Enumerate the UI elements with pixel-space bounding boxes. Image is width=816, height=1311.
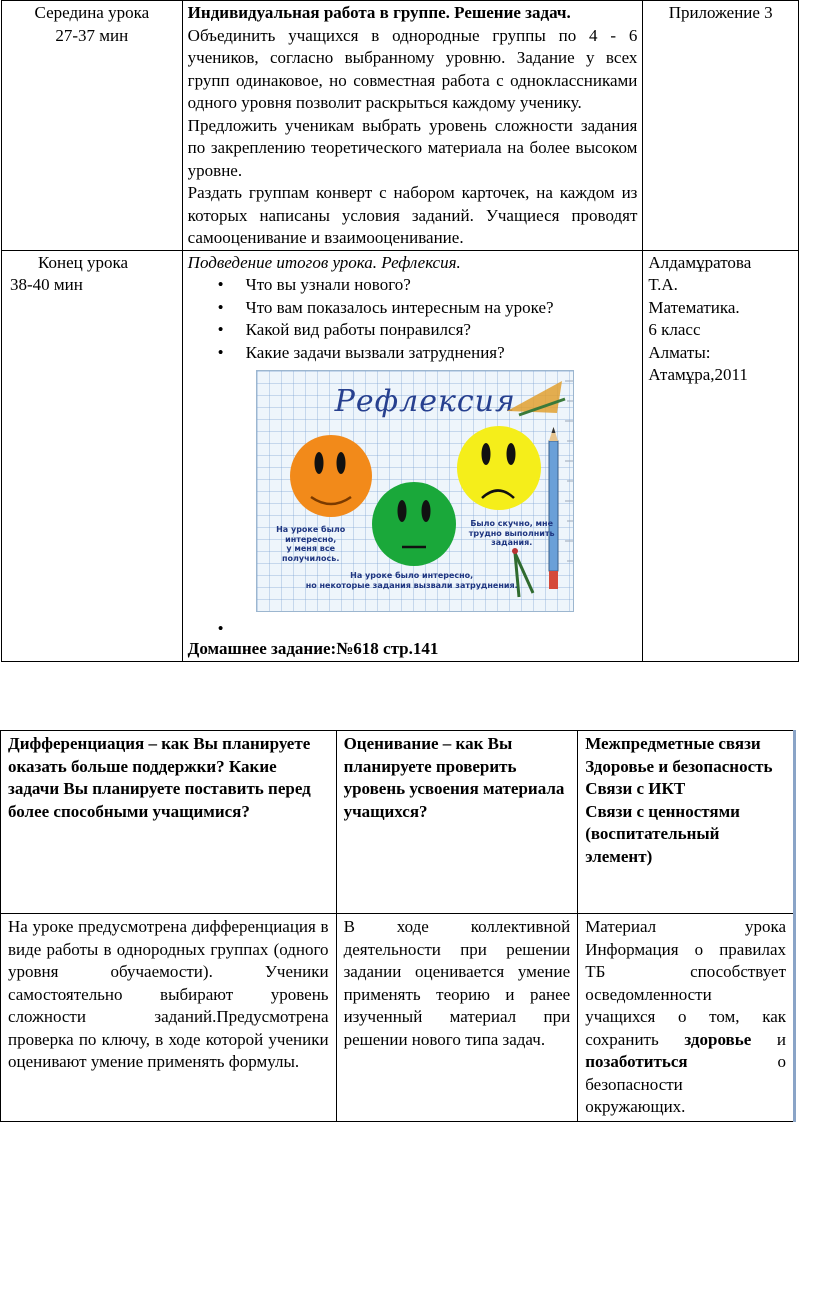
caption-line: Было скучно, мне (470, 519, 554, 528)
list-item: • Какие задачи вызвали затруднения? (246, 342, 638, 365)
resource-text: Приложение 3 (668, 3, 773, 22)
list-item (246, 618, 638, 638)
bold-segment: позаботиться (585, 1052, 688, 1071)
caption-sad (453, 519, 571, 548)
header-line: Здоровье и безопасность (585, 756, 773, 776)
stage-time: 27-37 мин (55, 25, 129, 45)
pencil-icon (549, 427, 558, 589)
assessment-header (336, 731, 578, 914)
differentiation-cell (1, 914, 337, 1122)
activity-paragraph: Объединить учащихся в однородные группы по 4 - 6 учеников, согласно выбранному уровню. Задание у всех групп одинаковое, но совместная работа с одноклассниками одного уровня позволит раскрыться каждому ученику. (187, 25, 638, 112)
bold-segment: здоровье (684, 1029, 752, 1049)
assessment-cell (336, 914, 578, 1122)
text-segment: Информация о правилах ТБ способствует осведомленности учащихся о том, как сохранить (585, 939, 786, 1049)
set-square-icon (507, 381, 565, 415)
planning-table (0, 730, 796, 1122)
resource-line: Алдамұратова (648, 252, 752, 272)
cross-curricular-cell (578, 914, 795, 1122)
cell-text: На уроке предусмотрена дифференциация в виде работы в однородных группах (одного уровня обучаемости). Ученики самостоятельно выбирают уровень сложности заданий.Предусмотрена проверка по ключу, в ходе которой ученики оценивают умение применять формулы. (8, 917, 329, 1071)
resource-cell (643, 1, 799, 251)
activity-cell (182, 1, 643, 251)
table-row (2, 250, 799, 661)
caption-line: трудно выполнить задания. (468, 528, 555, 547)
reflection-questions (188, 274, 638, 364)
header-line: Связи с ИКТ (585, 779, 686, 798)
cross-curricular-header (578, 731, 795, 914)
text-segment: о безопасности окружающих. (585, 1052, 786, 1116)
resource-line: 6 класс (648, 320, 701, 339)
caption-neutral (297, 571, 527, 590)
header-line: Межпредметные связи (585, 734, 761, 753)
activity-heading: Индивидуальная работа в группе. Решение задач. (187, 3, 571, 22)
caption-happy (261, 525, 361, 563)
cell-text: В ходе коллективной деятельности при решении задании оценивается умение применять теорию и ранее изученный материал при решении нового типа задач. (343, 917, 571, 1049)
stage-name: Середина урока (34, 3, 150, 22)
lesson-plan-table (1, 0, 799, 662)
header-text: Оценивание – как Вы планируете проверить уровень усвоения материала учащихся? (343, 734, 565, 821)
stage-time: 38-40 мин (10, 275, 83, 294)
stage-name: Конец урока (38, 252, 129, 272)
neutral-face-icon (372, 482, 456, 566)
resource-cell (643, 250, 799, 661)
cell-text: Материал урока (585, 917, 786, 936)
stage-cell (2, 250, 183, 661)
header-line: Связи с ценностями (воспитательный элемент) (585, 801, 740, 866)
table-row (1, 914, 795, 1122)
caption-line: На уроке было интересно, (350, 571, 474, 580)
homework-text: Домашнее задание:№618 стр.141 (187, 639, 439, 658)
activity-paragraph: Предложить ученикам выбрать уровень сложности задания по закреплению теоретического материала на более высоком уровне. (187, 115, 638, 180)
caption-line: На уроке было интересно, (276, 525, 346, 544)
activity-paragraph: Раздать группам конверт с набором карточек, на каждом из которых написаны условия заданий. Учащиеся проводят самооценивание и взаимооценивание. (187, 183, 638, 247)
sad-face-icon (457, 426, 541, 510)
resource-line: Т.А. (648, 275, 678, 294)
resource-line: Математика. (648, 297, 740, 317)
list-item: • Что вы узнали нового? (246, 274, 638, 297)
reflection-image (256, 370, 574, 612)
list-item: • Какой вид работы понравился? (246, 319, 638, 342)
stage-cell (2, 1, 183, 251)
empty-bullet-list (188, 618, 638, 638)
differentiation-header (1, 731, 337, 914)
text-segment: и (776, 1029, 786, 1049)
table-row (2, 1, 799, 251)
list-item: • Что вам показалось интересным на уроке? (246, 297, 638, 320)
resource-line: Атамұра,2011 (648, 365, 748, 384)
header-text: Дифференциация – как Вы планируете оказать больше поддержки? Какие задачи Вы планируете поставить перед более способными учащимися? (8, 734, 311, 821)
activity-cell (182, 250, 643, 661)
activity-heading: Подведение итогов урока. Рефлексия. (187, 252, 461, 272)
reflection-image-title: Рефлексия (334, 384, 516, 419)
resource-line: Алматы: (648, 342, 711, 362)
happy-face-icon (290, 435, 372, 517)
table-row (1, 731, 795, 914)
cell-text (585, 939, 786, 1119)
caption-line: но некоторые задания вызвали затруднения. (305, 580, 518, 590)
caption-line: у меня все получилось. (281, 544, 340, 563)
